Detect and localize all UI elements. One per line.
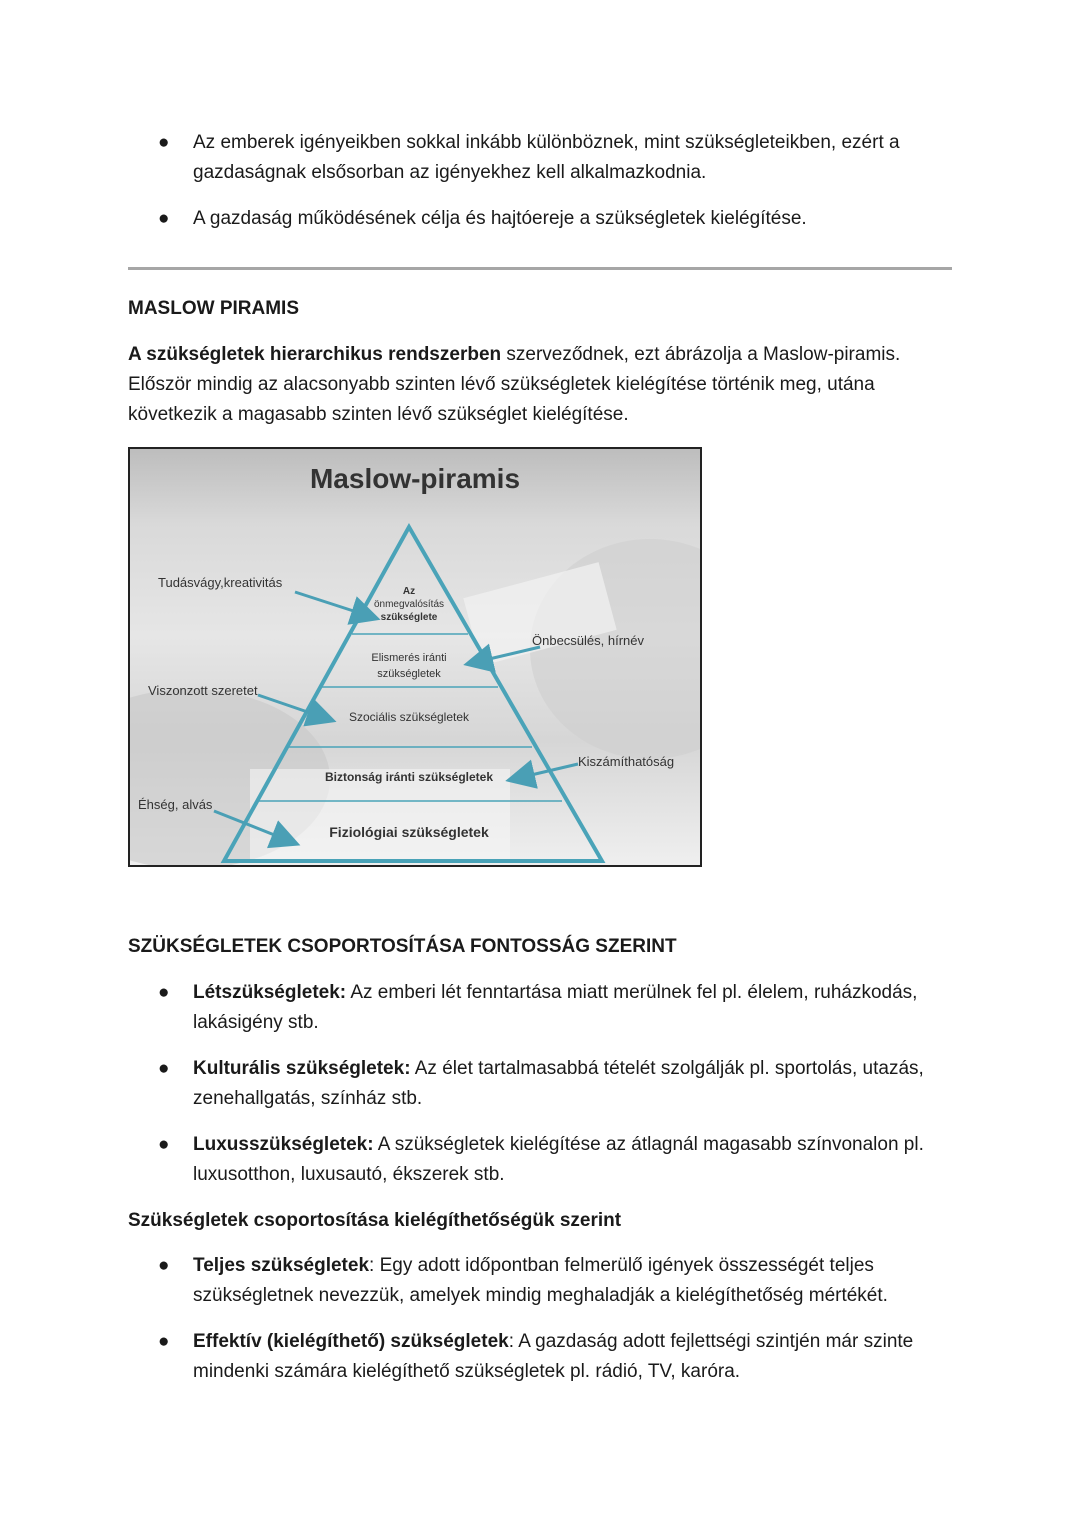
side-label-tudasvagy: Tudásvágy,kreativitás — [158, 575, 283, 590]
bullet-icon: ● — [158, 1058, 170, 1079]
horizontal-rule — [128, 267, 952, 270]
bullet-icon: ● — [158, 1255, 170, 1276]
intro-bullet-list — [128, 128, 948, 234]
list-item: ● Effektív (kielégíthető) szükségletek: A gazdaság adott fejlettségi szintjén már szinte mindenki számára kielégíthető szükségletek pl. rádió, TV, karóra. — [128, 1327, 958, 1387]
fontossag-list — [128, 978, 958, 1190]
maslow-pyramid-figure — [128, 447, 702, 867]
kielegithetoseg-heading: Szükségletek csoportosítása kielégíthetőségük szerint — [128, 1210, 622, 1231]
maslow-paragraph-rest: szerveződnek, ezt ábrázolja a Maslow-piramis. Először mindig az alacsonyabb szinten lévő szükségletek kielégítése történik meg, utána következik a magasabb szinten lévő szükséglet kielégítése. — [128, 344, 901, 425]
figure-title: Maslow-piramis — [309, 463, 521, 494]
kielegithetoseg-list — [128, 1251, 958, 1387]
list-item — [128, 128, 948, 188]
bullet-text: Az emberek igényeikben sokkal inkább különböznek, mint szükségleteikben, ezért a gazdaságnak elsősorban az igényekhez kell alkalmazkodnia. — [193, 132, 900, 183]
bullet-icon: ● — [158, 982, 170, 1003]
side-label-ehseg: Éhség, alvás — [138, 797, 213, 812]
list-item: ● Kulturális szükségletek: Az élet tartalmasabbá tételét szolgálják pl. sportolás, utazás, zenehallgatás, színház stb. — [128, 1054, 958, 1114]
bullet-icon: ● — [158, 208, 170, 229]
side-label-onbecsules: Önbecsülés, hírnév — [532, 633, 645, 648]
bullet-icon: ● — [158, 1331, 170, 1352]
side-label-viszonzott: Viszonzott szeretet — [148, 683, 258, 698]
pyramid-level-esteem: Elismerés iránti szükségletek — [371, 652, 447, 680]
side-label-kiszamithatosag: Kiszámíthatóság — [578, 754, 675, 769]
bullet-icon: ● — [158, 1134, 170, 1155]
list-item: ● Létszükségletek: Az emberi lét fenntartása miatt merülnek fel pl. élelem, ruházkodás, lakásigény stb. — [128, 978, 958, 1038]
pyramid-level-physiological: Fiziológiai szükségletek — [329, 824, 489, 840]
pyramid-level-self-actualization: Az önmegvalósítás szükséglete — [373, 586, 445, 623]
bullet-icon: ● — [158, 132, 170, 153]
fontossag-heading: SZÜKSÉGLETEK CSOPORTOSÍTÁSA FONTOSSÁG SZERINT — [128, 936, 677, 957]
list-item: ● Teljes szükségletek: Egy adott időpontban felmerülő igények összességét teljes szükségletnek nevezzük, amelyek mindig meghaladják a kielégíthetőség mértékét. — [128, 1251, 958, 1311]
list-item: ● Luxusszükségletek: A szükségletek kielégítése az átlagnál magasabb színvonalon pl. luxusotthon, luxusautó, ékszerek stb. — [128, 1130, 958, 1190]
maslow-paragraph-bold: A szükségletek hierarchikus rendszerben — [128, 344, 502, 365]
list-item — [128, 204, 948, 234]
maslow-paragraph — [128, 340, 948, 430]
pyramid-level-safety: Biztonság iránti szükségletek — [324, 770, 494, 784]
maslow-heading: MASLOW PIRAMIS — [128, 298, 299, 319]
pyramid-level-social: Szociális szükségletek — [348, 710, 470, 724]
bullet-text: A gazdaság működésének célja és hajtóereje a szükségletek kielégítése. — [193, 208, 807, 229]
